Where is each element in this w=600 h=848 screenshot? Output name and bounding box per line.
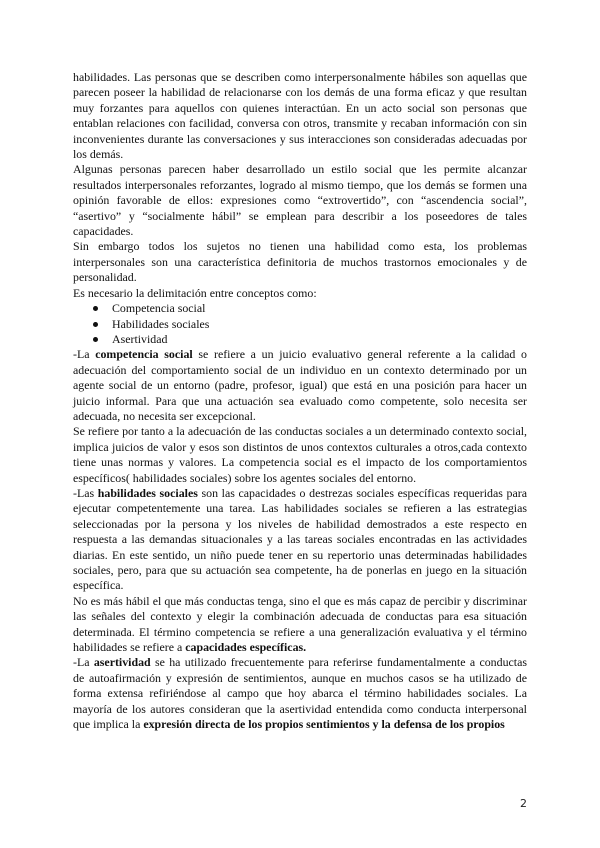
list-item-label: Habilidades sociales [112,316,210,331]
paragraph-adecuacion: Se refiere por tanto a la adecuación de las conductas sociales a un determinado contexto social, implica juicios de valor y esos son distintos de unos contextos culturales a otros,cada contexto tiene unas normas y valores. La competencia social es el impacto de los comportamientos específicos( habilidades sociales) sobre los agentes sociales del entorno. [73,424,527,485]
paragraph-no-es-mas-habil [73,594,527,656]
paragraph-text: son las capacidades o destrezas sociales específicas requeridas para ejecutar competentemente una tarea. Las habilidades sociales se refieren a las estrategias seleccionadas por la persona y los niveles de habilidad demostrados a este respecto en respuesta a las demandas situacionales y a las tareas sociales encontradas en las actividades diarias. En este sentido, un niño puede tener en su repertorio unas determinadas habilidades sociales, pero, para que su actuación sea competente, ha de ponerlas en juego en la situación específica. [73,485,527,593]
paragraph-prefix: -Las [73,485,98,500]
paragraph-sin-embargo: Sin embargo todos los sujetos no tienen una habilidad como esta, los problemas interpersonales son una característica definitoria de muchos trastornos emocionales y de personalidad. [73,239,527,285]
bullet-icon [93,337,98,342]
term-expresion-directa: expresión directa de los propios sentimientos y la defensa de los propios [143,717,505,732]
list-item [93,332,527,347]
paragraph-prefix: -La [73,347,96,362]
term-asertividad: asertividad [93,655,151,670]
paragraph-estilo-social: Algunas personas parecen haber desarrollado un estilo social que les permite alcanzar resultados interpersonales reforzantes, logrado al mismo tiempo, que los demás se formen una opinión favorable de ellos: expresiones como “extrovertido”, con “ascendencia social”, “asertivo” y “socialmente hábil” se emplean para describir a los poseedores de tales capacidades. [73,162,527,239]
list-item [93,317,527,332]
paragraph-competencia-social [73,347,527,424]
paragraph-asertividad [73,655,527,732]
term-competencia-social: competencia social [95,347,193,362]
list-item-label: Competencia social [112,301,206,316]
bullet-icon [93,306,98,311]
paragraph-text: No es más hábil el que más conductas tenga, sino el que es más capaz de percibir y discriminar las señales del contexto y elegir la combinación adecuada de conductas para esa situación determinada. El término competencia se refiere a una generalización evaluativa y el término habilidades se refiere a [73,593,527,655]
paragraph-prefix: -La [73,655,94,670]
term-capacidades-especificas: capacidades específicas. [185,640,307,655]
paragraph-text: se refiere a un juicio evaluativo general referente a la calidad o adecuación del comportamiento social de un individuo en un contexto determinado por un agente social de un entorno (padre, profesor, igual) que está en una posición para hacer un juicio informal. Para que una actuación sea evaluado como competente, solo necesita ser adecuada, no necesita ser excepcional. [73,347,527,423]
page-body [73,70,527,732]
paragraph-text: se ha utilizado frecuentemente para referirse fundamentalmente a conductas de autoafirmación y expresión de sentimientos, aunque en muchos casos se ha utilizado de forma extensa refiriéndose al campo que hoy abarca el término habilidades sociales. La mayoría de los autores consideran que la asertividad entendida como conducta interpersonal que implica la [73,655,527,732]
paragraph-habilidades-intro: habilidades. Las personas que se describen como interpersonalmente hábiles son aquellas que parecen poseer la habilidad de relacionarse con los demás de una forma eficaz y que resultan muy forzantes para aquellos con quienes interactúan. En un acto social son personas que entablan relaciones con facilidad, conversa con otros, transmite y recaban información con sin inconvenientes durante las conversaciones y sus interacciones son consideradas adecuadas por los demás. [73,70,527,162]
bullet-icon [93,322,98,327]
list-item [93,301,527,316]
paragraph-delimitacion: Es necesario la delimitación entre conceptos como: [73,285,317,300]
paragraph-habilidades-sociales [73,486,527,594]
page-number: 2 [520,797,527,810]
concepts-list [73,301,527,347]
list-item-label: Asertividad [112,331,168,346]
term-habilidades-sociales: habilidades sociales [97,485,198,500]
